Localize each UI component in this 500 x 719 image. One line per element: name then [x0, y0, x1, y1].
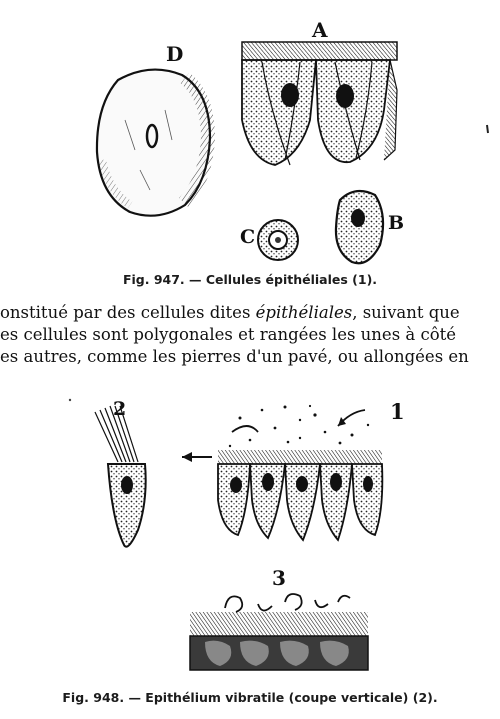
cell-d-flat-squamous [97, 70, 210, 216]
cell-3-vertical-section [190, 594, 368, 670]
paragraph-line-1-start: onstitué par des cellules dites [0, 303, 256, 322]
paragraph-line-1 [0, 302, 500, 324]
figure-947-label-a: A [312, 18, 328, 42]
paragraph-line-1-end: , suivant que [352, 303, 460, 322]
figure-947-label-d: D [166, 42, 184, 66]
figure-948-caption-prefix: Fig. 948. [62, 690, 125, 705]
figure-948-illustration [0, 380, 500, 690]
figure-947-caption-text: — Cellules épithéliales (1). [184, 272, 378, 287]
figure-948-label-3: 3 [272, 566, 286, 590]
body-paragraph [0, 302, 500, 368]
cell-b-isolated [336, 191, 383, 263]
figure-948-caption-text: — Epithélium vibratile (coupe verticale) (2). [124, 690, 438, 705]
paragraph-line-3: es autres, comme les pierres d'un pavé, ou allongées en [0, 347, 469, 366]
figure-947-caption-prefix: Fig. 947. [122, 272, 185, 287]
figure-947-label-b: B [388, 212, 405, 234]
cell-a-columnar-epithelium [242, 42, 397, 165]
figure-948-caption [0, 690, 500, 705]
cell-2-single-ciliated [95, 406, 146, 547]
paragraph-line-2: es cellules sont polygonales et rangées les unes à côté [0, 325, 457, 344]
figure-948-label-1: 1 [390, 399, 405, 424]
cell-c-round [258, 220, 298, 260]
figure-948-label-2: 2 [113, 398, 127, 420]
figure-947-caption [0, 272, 500, 287]
figure-947-label-c: C [240, 226, 256, 248]
cell-1-ciliated-epithelium [182, 405, 382, 540]
paragraph-line-1-emphasis: épithéliales [255, 303, 353, 322]
